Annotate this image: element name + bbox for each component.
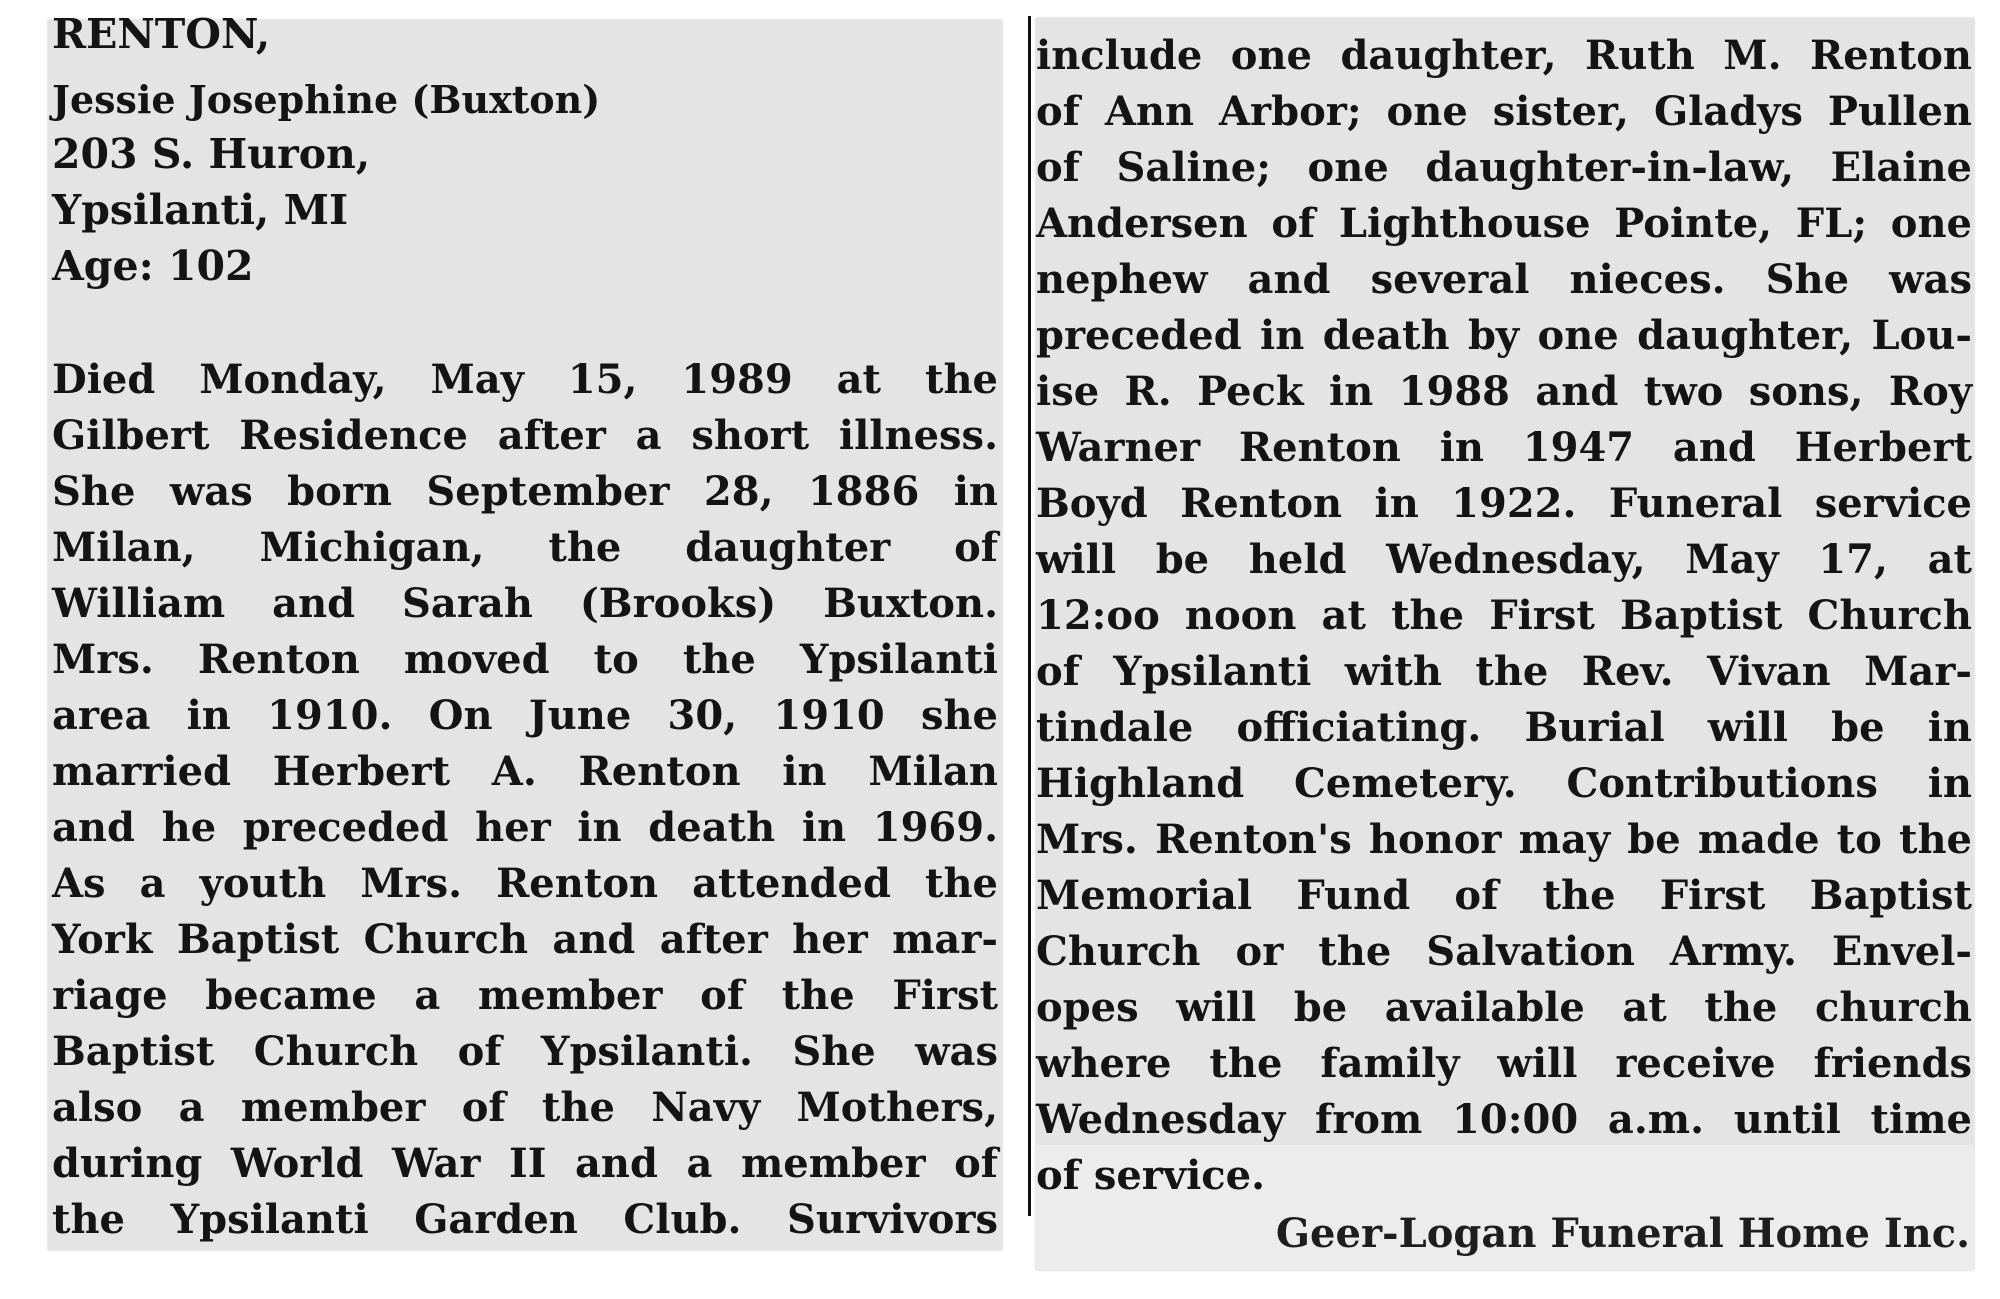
right-column-line: include one daughter, Ruth M. Renton (1036, 32, 1972, 79)
right-column-line: nephew and several nieces. She was (1036, 256, 1972, 303)
obituary-age: Age: 102 (52, 242, 254, 290)
left-column-line: Baptist Church of Ypsilanti. She was (52, 1028, 998, 1075)
left-column-line: William and Sarah (Brooks) Buxton. (52, 580, 998, 627)
left-column-line: She was born September 28, 1886 in (52, 468, 998, 515)
right-column-line: of Ypsilanti with the Rev. Vivan Mar- (1036, 648, 1972, 695)
right-column-line: 12:oo noon at the First Baptist Church (1036, 592, 1972, 639)
right-column-line: Boyd Renton in 1922. Funeral service (1036, 480, 1972, 527)
column-divider-rule (1028, 16, 1031, 1216)
left-column-line: Mrs. Renton moved to the Ypsilanti (52, 636, 998, 683)
right-column-line: Highland Cemetery. Contributions in (1036, 760, 1972, 807)
right-column-line: will be held Wednesday, May 17, at (1036, 536, 1972, 583)
left-column-line: Gilbert Residence after a short illness. (52, 412, 998, 459)
right-column-line: of Saline; one daughter-in-law, Elaine (1036, 144, 1972, 191)
right-column-line: preceded in death by one daughter, Lou- (1036, 312, 1972, 359)
obituary-full-name: Jessie Josephine (Buxton) (52, 77, 601, 122)
funeral-home-signature: Geer-Logan Funeral Home Inc. (1275, 1210, 1970, 1257)
left-column-line: and he preceded her in death in 1969. (52, 804, 998, 851)
left-column-line: riage became a member of the First (52, 972, 998, 1019)
right-column-line: Memorial Fund of the First Baptist (1036, 872, 1972, 919)
obituary-city: Ypsilanti, MI (52, 186, 349, 234)
left-column-line: also a member of the Navy Mothers, (52, 1084, 998, 1131)
right-column-line: where the family will receive friends (1036, 1040, 1972, 1087)
left-column-line: Milan, Michigan, the daughter of (52, 524, 998, 571)
left-column-line: York Baptist Church and after her mar- (52, 916, 998, 963)
left-column-line: Died Monday, May 15, 1989 at the (52, 356, 998, 403)
right-column-line: Mrs. Renton's honor may be made to the (1036, 816, 1972, 863)
left-column-line: area in 1910. On June 30, 1910 she (52, 692, 998, 739)
right-column-line: Andersen of Lighthouse Pointe, FL; one (1036, 200, 1972, 247)
right-column-line: opes will be available at the church (1036, 984, 1972, 1031)
left-column-line: As a youth Mrs. Renton attended the (52, 860, 998, 907)
right-column-line: ise R. Peck in 1988 and two sons, Roy (1036, 368, 1972, 415)
right-column-line: tindale officiating. Burial will be in (1036, 704, 1972, 751)
right-column-line: Warner Renton in 1947 and Herbert (1036, 424, 1972, 471)
obituary-street-address: 203 S. Huron, (52, 130, 371, 178)
left-column-line: married Herbert A. Renton in Milan (52, 748, 998, 795)
left-column-line: during World War II and a member of (52, 1140, 998, 1187)
obituary-surname: RENTON, (52, 10, 271, 58)
right-column-line: Wednesday from 10:00 a.m. until time (1036, 1096, 1972, 1143)
right-column-line: of Ann Arbor; one sister, Gladys Pullen (1036, 88, 1972, 135)
left-column-line: the Ypsilanti Garden Club. Survivors (52, 1196, 998, 1243)
right-column-last-line: of service. (1036, 1152, 1266, 1199)
right-column-line: Church or the Salvation Army. Envel- (1036, 928, 1972, 975)
